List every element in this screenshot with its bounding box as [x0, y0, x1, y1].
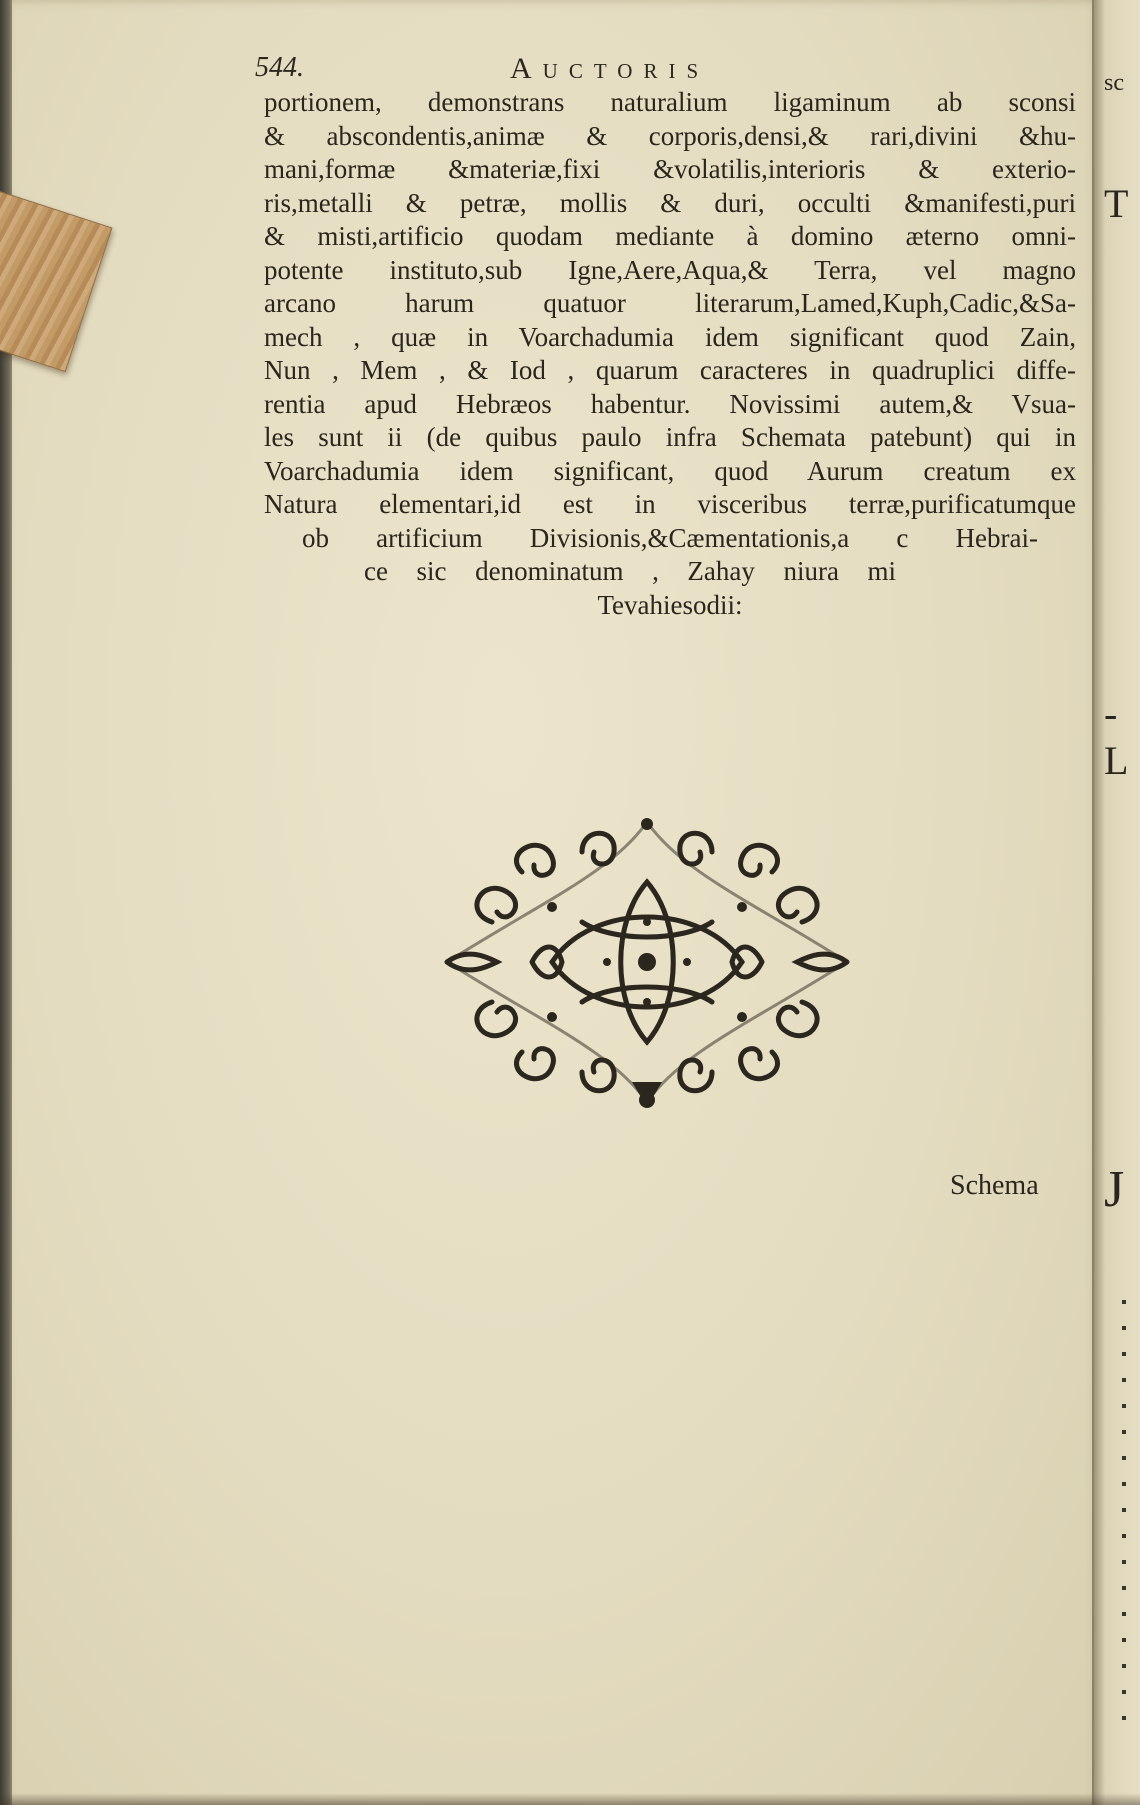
text-line: mani,formæ &materiæ,fixi &volatilis,interioris & exterio- [264, 154, 1076, 184]
body-text [264, 86, 1076, 622]
adjacent-page-glyph: T [1104, 181, 1129, 226]
text-line: arcano harum quatuor literarum,Lamed,Kuph,Cadic,&Sa- [264, 288, 1076, 318]
adjacent-page-edge [1092, 0, 1140, 1805]
adjacent-page-glyph: -L [1104, 691, 1129, 783]
adjacent-page-glyph: sc [1104, 70, 1124, 96]
text-line: les sunt ii (de quibus paulo infra Schemata patebunt) qui in [264, 422, 1076, 452]
text-line: & misti,artificio quodam mediante à domino æterno omni- [264, 221, 1076, 251]
text-line: rentia apud Hebræos habentur. Novissimi autem,& Vsua- [264, 388, 1076, 419]
printer-ornament [432, 812, 862, 1112]
text-line: Natura elementari,id est in visceribus terræ,purificatumque [264, 489, 1076, 519]
running-head: Auctoris [510, 52, 710, 85]
page-bottom-shadow [0, 1793, 1140, 1805]
text-line: Voarchadumia idem significant, quod Aurum creatum ex [264, 455, 1076, 486]
adjacent-page-glyph: J [1104, 1161, 1125, 1218]
text-line: portionem, demonstrans naturalium ligaminum ab sconsi [264, 87, 1076, 117]
text-line: Nun , Mem , & Iod , quarum caracteres in quadruplici diffe- [264, 355, 1076, 385]
text-line: potente instituto,sub Igne,Aere,Aqua,& Terra, vel magno [264, 254, 1076, 285]
text-line: & abscondentis,animæ & corporis,densi,& rari,divini &hu- [264, 120, 1076, 151]
text-line: ob artificium Divisionis,&Cæmentationis,a c Hebrai- [302, 522, 1038, 553]
catchword: Schema [950, 1170, 1039, 1201]
text-line: ris,metalli & petræ, mollis & duri, occulti &manifesti,puri [264, 187, 1076, 218]
text-line: Tevahiesodii: [597, 589, 743, 620]
adjacent-page-marks [1122, 1300, 1126, 1720]
text-line: mech , quæ in Voarchadumia idem significant quod Zain, [264, 321, 1076, 352]
text-line: ce sic denominatum , Zahay niura mi [364, 556, 896, 586]
page-number: 544. [255, 52, 304, 83]
